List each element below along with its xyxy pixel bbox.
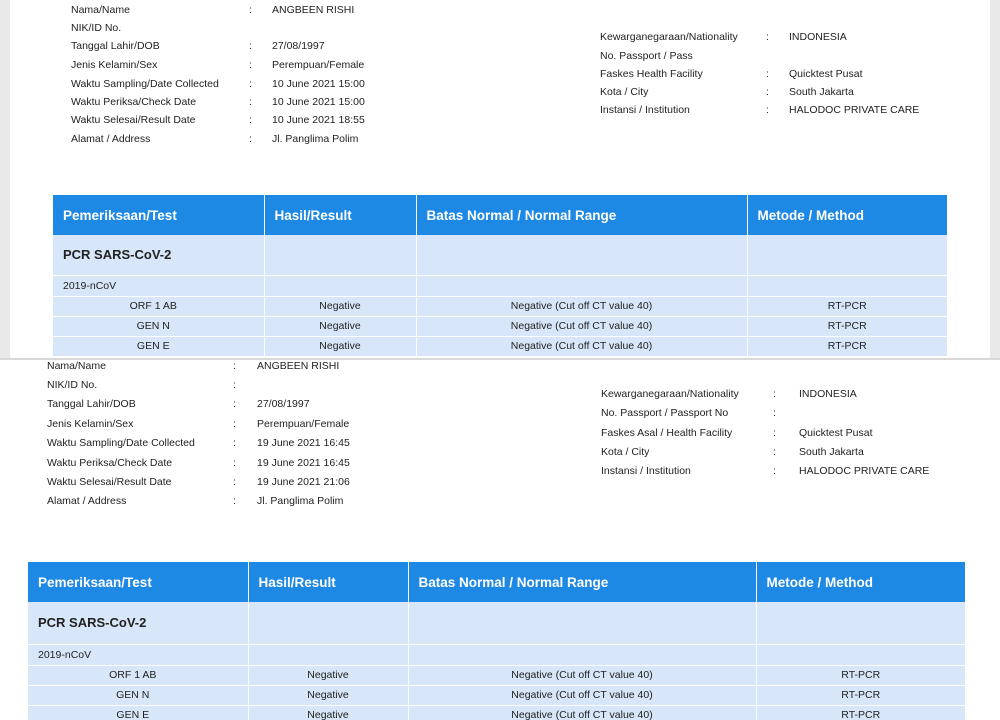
result-label: Waktu Selesai/Result Date [71,114,196,126]
gene-range: Negative (Cut off CT value 40) [408,665,756,685]
test-name: PCR SARS-CoV-2 [53,235,264,275]
header-method: Metode / Method [756,562,965,602]
subgroup-row [53,275,947,296]
nationality-sep: : [766,31,769,43]
collected-label: Waktu Sampling/Date Collected [47,437,195,449]
check-sep: : [233,457,236,469]
table-row [53,296,947,316]
dob-label: Tanggal Lahir/DOB [47,398,136,410]
facility-sep: : [773,427,776,439]
gene-method: RT-PCR [747,296,947,316]
institution-sep: : [766,104,769,116]
result-sep: : [233,476,236,488]
address-label: Alamat / Address [47,495,127,507]
nationality-value: INDONESIA [799,388,857,400]
institution-label: Instansi / Institution [601,465,691,477]
passport-sep: : [773,407,776,419]
city-label: Kota / City [600,86,649,98]
nik-label: NIK/ID No. [47,379,98,391]
subgroup-label: 2019-nCoV [28,644,248,665]
gene-result: Negative [264,336,416,356]
gene-result: Negative [248,685,408,705]
sex-label: Jenis Kelamin/Sex [47,418,134,430]
address-label: Alamat / Address [71,133,151,145]
gene-range: Negative (Cut off CT value 40) [416,316,747,336]
table-row [28,685,965,705]
header-result: Hasil/Result [264,195,416,235]
gene-range: Negative (Cut off CT value 40) [408,705,756,720]
city-value: South Jakarta [799,446,864,458]
check-value: 10 June 2021 15:00 [272,96,365,108]
lab-report-2 [0,358,1000,720]
facility-label: Faskes Asal / Health Facility [601,427,733,439]
facility-label: Faskes Health Facility [600,68,703,80]
gene-method: RT-PCR [747,336,947,356]
header-test: Pemeriksaan/Test [28,562,248,602]
collected-value: 10 June 2021 15:00 [272,78,365,90]
dob-sep: : [233,398,236,410]
gene-name: GEN E [53,336,264,356]
subgroup-label: 2019-nCoV [53,275,264,296]
dob-value: 27/08/1997 [272,40,325,52]
sex-label: Jenis Kelamin/Sex [71,59,158,71]
gene-range: Negative (Cut off CT value 40) [416,336,747,356]
check-label: Waktu Periksa/Check Date [47,457,173,469]
institution-value: HALODOC PRIVATE CARE [789,104,920,116]
subgroup-row [28,644,965,665]
gene-name: GEN E [28,705,248,720]
patient-name: ANGBEEN RISHI [257,360,340,372]
dob-value: 27/08/1997 [257,398,310,410]
gene-result: Negative [248,705,408,720]
gene-result: Negative [248,665,408,685]
header-range: Batas Normal / Normal Range [416,195,747,235]
address-value: Jl. Panglima Polim [257,495,344,507]
gene-name: ORF 1 AB [28,665,248,685]
page-edge-left [0,0,10,358]
sex-sep: : [233,418,236,430]
dob-label: Tanggal Lahir/DOB [71,40,160,52]
facility-value: Quicktest Pusat [789,68,863,80]
results-table [53,195,947,357]
sex-sep: : [249,59,252,71]
result-value: 19 June 2021 21:06 [257,476,350,488]
lab-report-1 [0,0,1000,358]
nik-label: NIK/ID No. [71,22,122,34]
header-result: Hasil/Result [248,562,408,602]
city-value: South Jakarta [789,86,854,98]
address-sep: : [233,495,236,507]
gene-name: ORF 1 AB [53,296,264,316]
table-row [53,316,947,336]
page-edge-right [990,0,1000,358]
patient-name: ANGBEEN RISHI [272,4,355,16]
passport-label: No. Passport / Pass [600,50,693,62]
table-header-row [28,562,965,602]
gene-range: Negative (Cut off CT value 40) [416,296,747,316]
check-value: 19 June 2021 16:45 [257,457,350,469]
institution-label: Instansi / Institution [600,104,690,116]
nationality-label: Kewarganegaraan/Nationality [600,31,738,43]
header-range: Batas Normal / Normal Range [408,562,756,602]
collected-label: Waktu Sampling/Date Collected [71,78,219,90]
check-sep: : [249,96,252,108]
collected-value: 19 June 2021 16:45 [257,437,350,449]
table-row [28,665,965,685]
table-header-row [53,195,947,235]
header-test: Pemeriksaan/Test [53,195,264,235]
gene-name: GEN N [28,685,248,705]
results-table [28,562,965,720]
name-label: Nama/Name [71,4,130,16]
city-sep: : [766,86,769,98]
name-label: Nama/Name [47,360,106,372]
header-method: Metode / Method [747,195,947,235]
result-label: Waktu Selesai/Result Date [47,476,172,488]
sex-value: Perempuan/Female [257,418,350,430]
sex-value: Perempuan/Female [272,59,365,71]
gene-method: RT-PCR [756,665,965,685]
test-name-row [28,602,965,644]
city-label: Kota / City [601,446,650,458]
gene-name: GEN N [53,316,264,336]
passport-label: No. Passport / Passport No [601,407,729,419]
name-sep: : [249,4,252,16]
gene-result: Negative [264,296,416,316]
name-sep: : [233,360,236,372]
address-value: Jl. Panglima Polim [272,133,359,145]
result-sep: : [249,114,252,126]
facility-sep: : [766,68,769,80]
check-label: Waktu Periksa/Check Date [71,96,197,108]
collected-sep: : [233,437,236,449]
nationality-value: INDONESIA [789,31,847,43]
gene-method: RT-PCR [747,316,947,336]
institution-value: HALODOC PRIVATE CARE [799,465,930,477]
facility-value: Quicktest Pusat [799,427,873,439]
test-name-row [53,235,947,275]
gene-result: Negative [264,316,416,336]
gene-range: Negative (Cut off CT value 40) [408,685,756,705]
dob-sep: : [249,40,252,52]
table-row [53,336,947,356]
city-sep: : [773,446,776,458]
address-sep: : [249,133,252,145]
table-row [28,705,965,720]
test-name: PCR SARS-CoV-2 [28,602,248,644]
gene-method: RT-PCR [756,685,965,705]
nationality-label: Kewarganegaraan/Nationality [601,388,739,400]
nik-sep: : [233,379,236,391]
nationality-sep: : [773,388,776,400]
collected-sep: : [249,78,252,90]
gene-method: RT-PCR [756,705,965,720]
result-value: 10 June 2021 18:55 [272,114,365,126]
institution-sep: : [773,465,776,477]
